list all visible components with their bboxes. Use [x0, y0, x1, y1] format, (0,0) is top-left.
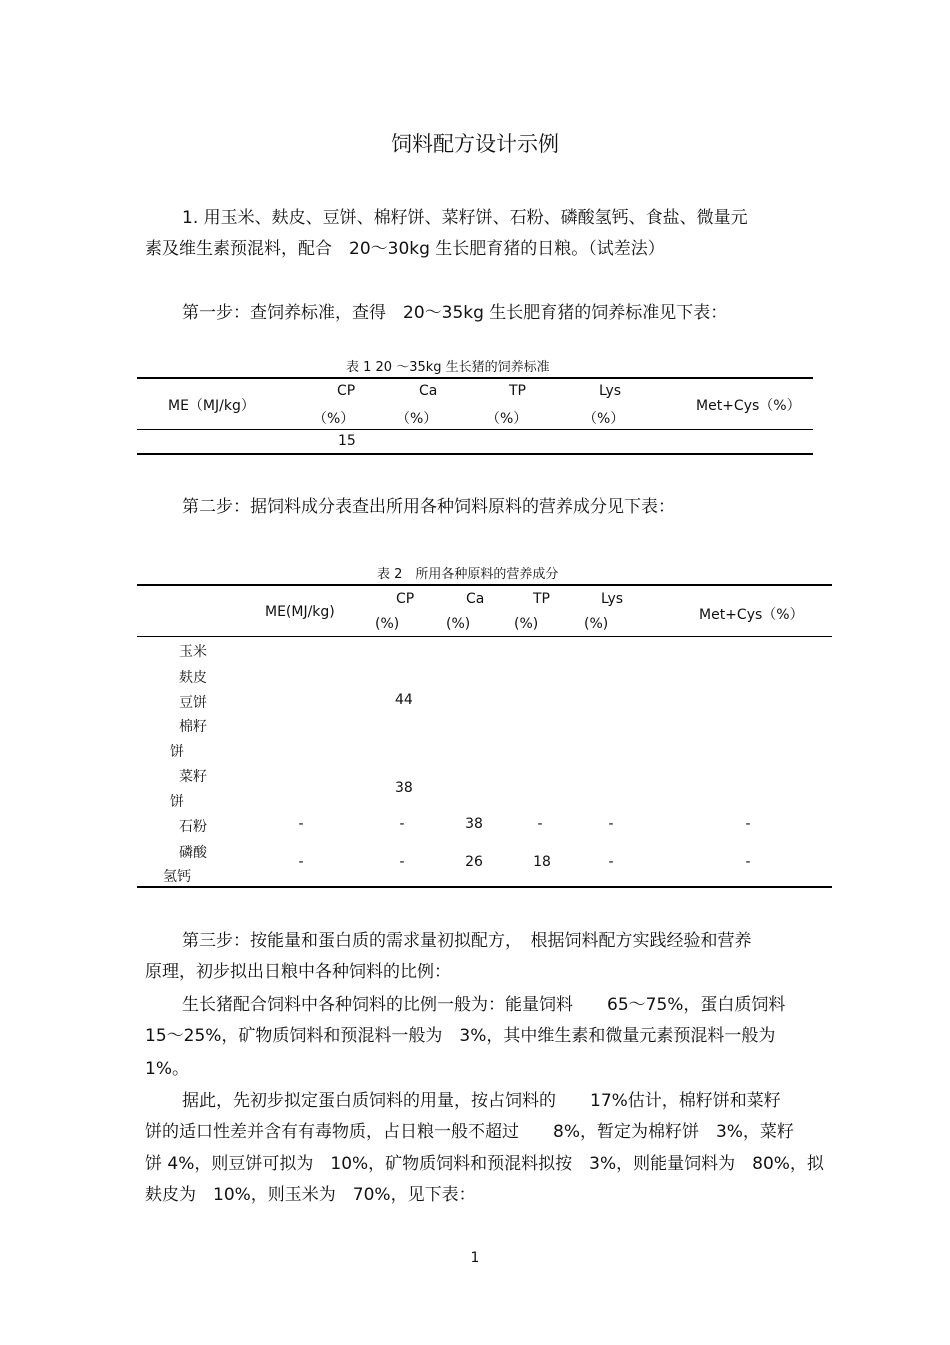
table-2-cell-lime-tp: - — [537, 816, 543, 832]
table-2-cell-lime-me: - — [298, 816, 304, 832]
table-2-caption: 表 2 所用各种原料的营养成分 — [377, 567, 559, 582]
table-2-cell-dcp-cp: - — [399, 854, 405, 870]
table-2-header-tp: TP — [533, 591, 550, 607]
table-2-header-met-cys: Met+Cys（%） — [699, 607, 804, 623]
table-2-header-lys-unit: (%) — [584, 616, 609, 632]
table-2-header-me: ME(MJ/kg) — [265, 604, 335, 620]
table-2-row-label: 麸皮 — [179, 670, 207, 686]
table-2-cell-dcp-me: - — [298, 854, 304, 870]
paragraph-1-line-1: 1. 用玉米、麸皮、豆饼、棉籽饼、菜籽饼、石粉、磷酸氢钙、食盐、微量元 — [182, 208, 748, 228]
table-2-row-label-cont: 饼 — [170, 744, 184, 760]
table-2-row-label-cont: 氢钙 — [163, 869, 191, 885]
step-1-text: 第一步：查饲养标准，查得 20～35kg 生长肥育猪的饲养标准见下表： — [182, 303, 728, 323]
table-1-header-met-cys: Met+Cys（%） — [696, 398, 801, 414]
table-2-row-label: 豆饼 — [179, 695, 207, 711]
table-2-cell-rape-cp: 38 — [395, 780, 413, 796]
table-2-cell-lime-lys: - — [608, 816, 614, 832]
table-2-header-rule — [137, 636, 832, 637]
table-2-cell-lime-cp: - — [399, 816, 405, 832]
table-2-top-rule — [137, 584, 832, 586]
table-1-header-ca: Ca — [419, 383, 438, 399]
table-1-header-lys: Lys — [599, 383, 622, 399]
table-1-top-rule — [137, 377, 813, 379]
table-2-header-ca: Ca — [466, 591, 485, 607]
table-1-header-cp: CP — [337, 383, 356, 399]
step-3-line-2: 原理，初步拟出日粮中各种饲料的比例： — [145, 962, 451, 982]
table-2-cell-lime-met-cys: - — [745, 816, 751, 832]
table-1-caption: 表 1 20 ～35kg 生长猪的饲养标准 — [346, 360, 550, 375]
step-2-text: 第二步：据饲料成分表查出所用各种饲料原料的营养成分见下表： — [182, 497, 675, 517]
table-1-header-me: ME（MJ/kg） — [168, 398, 255, 414]
table-2-cell-dcp-lys: - — [608, 854, 614, 870]
table-2-header-tp-unit: (%) — [514, 616, 539, 632]
table-2-bottom-rule — [137, 886, 832, 888]
page-title: 饲料配方设计示例 — [391, 132, 559, 156]
paragraph-4-line-1: 生长猪配合饲料中各种饲料的比例一般为：能量饲料 65～75%，蛋白质饲料 — [182, 995, 786, 1015]
table-1-header-rule — [137, 429, 813, 430]
table-1-header-tp-unit: （%） — [486, 411, 528, 427]
paragraph-5-line-2: 饼的适口性差并含有有毒物质，占日粮一般不超过 8%，暂定为棉籽饼 3%，菜籽 — [145, 1122, 794, 1142]
table-1-header-tp: TP — [509, 383, 526, 399]
table-2-header-ca-unit: (%) — [446, 616, 471, 632]
table-2-cell-dcp-met-cys: - — [745, 854, 751, 870]
table-2-row-label: 玉米 — [179, 644, 207, 660]
step-3-line-1: 第三步：按能量和蛋白质的需求量初拟配方， 根据饲料配方实践经验和营养 — [182, 931, 752, 951]
table-2-row-label: 棉籽 — [179, 719, 207, 735]
table-1-header-lys-unit: （%） — [583, 411, 625, 427]
paragraph-1-line-2: 素及维生素预混料，配合 20～30kg 生长肥育猪的日粮。（试差法） — [145, 239, 665, 259]
table-2-row-label: 菜籽 — [179, 769, 207, 785]
paragraph-5-line-3: 饼 4%，则豆饼可拟为 10%，矿物质饲料和预混料拟按 3%，则能量饲料为 80%，拟 — [145, 1154, 824, 1174]
table-2-row-label-cont: 饼 — [170, 794, 184, 810]
page-number: 1 — [470, 1250, 480, 1266]
paragraph-4-line-2: 15～25%，矿物质饲料和预混料一般为 3%，其中维生素和微量元素预混料一般为 — [145, 1026, 776, 1046]
table-2-cell-dcp-ca: 26 — [465, 854, 483, 870]
table-1-bottom-rule — [137, 453, 813, 455]
table-1-cp-value: 15 — [338, 433, 356, 449]
table-1-header-cp-unit: （%） — [313, 411, 355, 427]
table-2-header-lys: Lys — [601, 591, 624, 607]
paragraph-5-line-1: 据此，先初步拟定蛋白质饲料的用量，按占饲料的 17%估计，棉籽饼和菜籽 — [182, 1091, 781, 1111]
table-2-row-label: 磷酸 — [179, 845, 207, 861]
table-2-cell-dcp-tp: 18 — [533, 854, 551, 870]
table-1-header-ca-unit: （%） — [396, 411, 438, 427]
table-2-header-cp: CP — [396, 591, 415, 607]
paragraph-4-line-3: 1%。 — [145, 1059, 189, 1079]
paragraph-5-line-4: 麸皮为 10%，则玉米为 70%，见下表： — [145, 1185, 476, 1205]
table-2-row-label: 石粉 — [179, 819, 207, 835]
table-2-header-cp-unit: (%) — [375, 616, 400, 632]
table-2-cell-lime-ca: 38 — [465, 816, 483, 832]
table-2-cell-soy-cp: 44 — [395, 692, 413, 708]
